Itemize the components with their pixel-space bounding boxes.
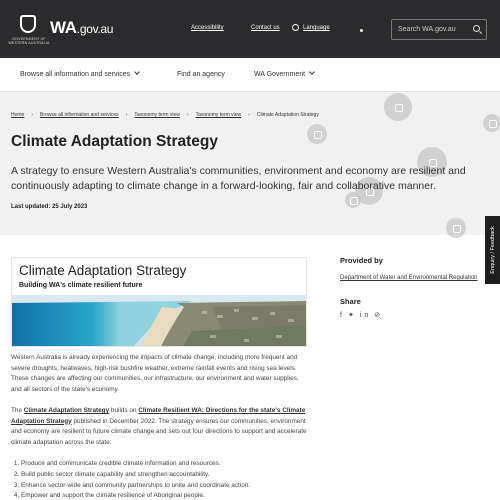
breadcrumb-browse[interactable]: Browse all information and services (40, 112, 119, 118)
list-item: 1. Produce and communicate credible climate information and resources. (21, 459, 307, 470)
contact-us-link[interactable]: Contact us (251, 25, 280, 31)
language-dropdown-icon[interactable] (360, 29, 363, 32)
para-text: builds on (109, 407, 139, 414)
wa-government-crest-logo[interactable] (8, 9, 50, 47)
breadcrumb-taxonomy-2[interactable]: Taxonomy term view (195, 112, 242, 118)
search-placeholder: Search WA.gov.au (398, 26, 456, 33)
accessibility-link[interactable]: Accessibility (191, 25, 224, 31)
side-panel (340, 256, 480, 319)
intro-paragraph: Western Australia is already experiencing the impacts of climate change, including more frequent and severe droughts, heatwaves, high-risk bushfire weather, extreme rainfall events and rising sea levels. These changes are affecting our communities, our infrastructure, our environment and water supplies, and all sectors of the state's economy. (11, 354, 299, 393)
coastline-photo (12, 295, 307, 347)
nav-find-agency[interactable] (177, 71, 225, 78)
para-text: published in December 2022. The strategy ensures our communities, environment and economy are resilient to future climate change and sets out four directions to support and accelerate climate adaptation across the state: (11, 417, 307, 446)
page-lead: A strategy to ensure Western Australia's communities, environment and economy are resilient and continuously adapting to climate change in a forward-looking, fair and collaborative manner. (11, 165, 466, 192)
last-updated: Last updated: 25 July 2023 (11, 204, 88, 210)
climate-resilient-wa-link[interactable]: Climate Resilient WA: Directions for the state's Climate Adaptation Strategy (11, 407, 306, 425)
twitter-icon[interactable]: ✦ (347, 312, 357, 319)
share-heading: Share (340, 297, 361, 306)
decorative-bubble (307, 124, 327, 144)
enquiry-feedback-tab[interactable] (485, 216, 500, 284)
banner-title: Climate Adaptation Strategy (19, 263, 187, 278)
share-icons (340, 311, 480, 319)
search-icon[interactable] (473, 25, 480, 32)
language-selector[interactable]: Language (303, 25, 330, 31)
globe-icon (292, 24, 299, 31)
nav-browse-all[interactable] (20, 71, 139, 78)
government-text: GOVERNMENT OF WESTERN AUSTRALIA (8, 37, 50, 45)
nav-wa-government[interactable] (254, 71, 314, 78)
breadcrumb-chevron-icon: › (248, 112, 250, 118)
chevron-down-icon (309, 69, 315, 75)
breadcrumb-current: Climate Adaptation Strategy (256, 112, 319, 118)
list-item: 4. Empower and support the climate resilience of Aboriginal people. (21, 491, 307, 500)
nav-wa-government-label: WA Government (254, 71, 306, 78)
decorative-bubble (483, 114, 500, 132)
breadcrumb-chevron-icon: › (186, 112, 189, 118)
page-title: Climate Adaptation Strategy (11, 133, 218, 150)
breadcrumb-chevron-icon: › (125, 112, 128, 118)
breadcrumb-home[interactable]: Home (11, 112, 25, 118)
provider-link[interactable]: Department of Water and Environmental Regulation (340, 275, 478, 281)
main-navigation (0, 58, 500, 92)
crest-icon (20, 15, 36, 33)
para-text: The (11, 407, 24, 414)
nav-browse-label: Browse all information and services (20, 71, 131, 78)
linkedin-icon[interactable]: in (359, 312, 372, 319)
provided-by-heading: Provided by (340, 256, 383, 265)
chevron-down-icon (134, 69, 140, 75)
strategy-paragraph (11, 406, 307, 448)
nav-find-agency-label: Find an agency (177, 71, 225, 78)
breadcrumb-chevron-icon: › (31, 112, 34, 118)
site-logo[interactable] (50, 18, 113, 38)
decorative-bubble (446, 218, 466, 238)
list-item: 3. Enhance sector-wide and community partnerships to unite and coordinate action. (21, 481, 307, 492)
directions-list (11, 459, 307, 500)
breadcrumb-taxonomy-1[interactable]: Taxonomy term view (134, 112, 180, 118)
banner-subtitle: Building WA's climate resilient future (19, 282, 143, 289)
list-item: 2. Build public sector climate capability and strengthen accountability. (21, 470, 307, 481)
decorative-bubble (384, 93, 412, 121)
site-header (0, 0, 500, 58)
logo-text: WA (50, 18, 77, 37)
breadcrumb (11, 112, 319, 118)
facebook-icon[interactable]: f (340, 312, 345, 319)
feedback-label: Enquiry / Feedback (489, 226, 496, 274)
climate-adaptation-strategy-link[interactable]: Climate Adaptation Strategy (23, 407, 110, 414)
decorative-bubble (345, 192, 361, 208)
logo-suffix: .gov.au (76, 22, 114, 36)
search-input[interactable] (391, 19, 487, 40)
strategy-banner-image (11, 257, 307, 347)
link-icon[interactable]: ⊘ (374, 312, 384, 319)
